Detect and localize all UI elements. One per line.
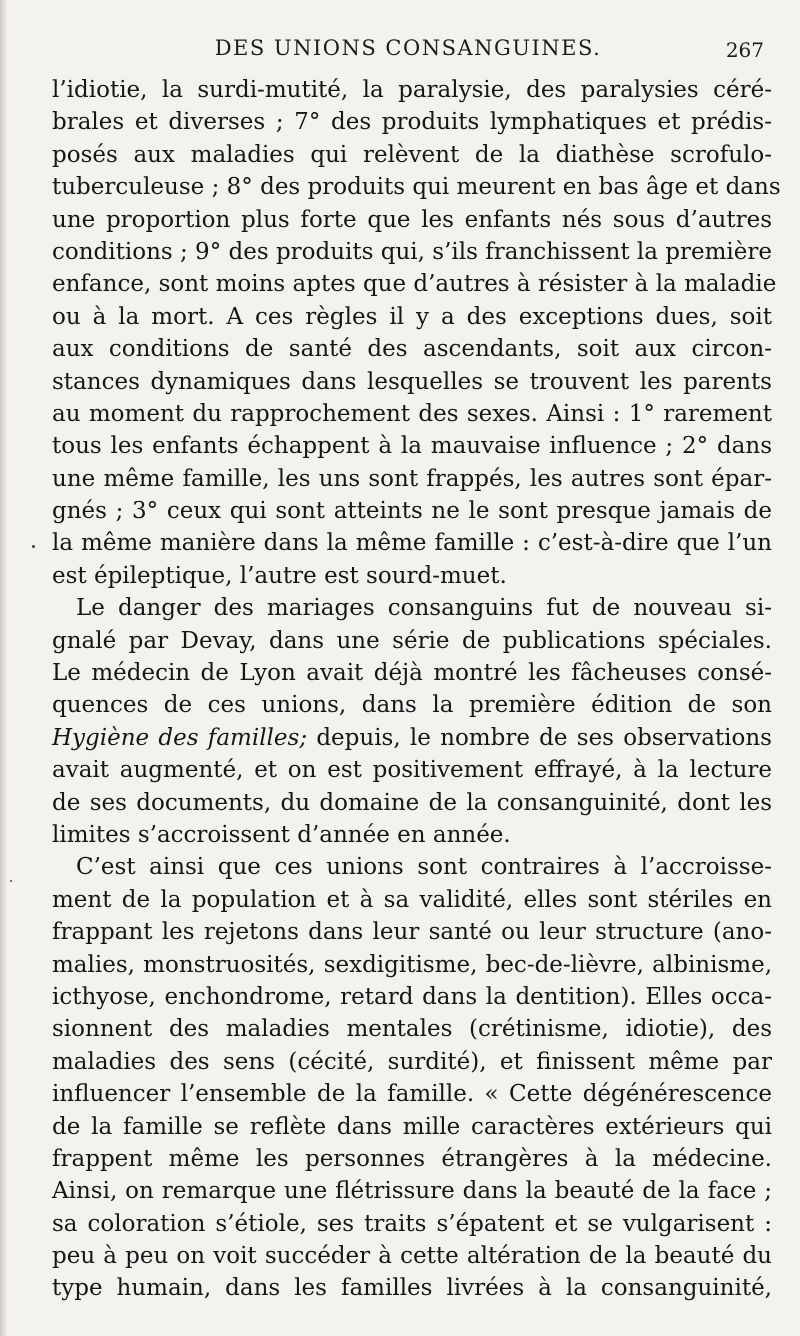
text-line: au moment du rapprochement des sexes. Ainsi : 1° rarement [52,400,772,427]
text-line: quences de ces unions, dans la première édition de son [52,692,772,719]
paragraph-start-line: Le danger des mariages consanguins fut de nouveau si- [76,595,772,622]
text-line: enfance, sont moins aptes que d’autres à résister à la maladie [52,271,777,298]
body-text [52,74,781,1305]
text-line: Ainsi, on remarque une flétrissure dans la beauté de la face ; [52,1178,772,1205]
text-line: sionnent des maladies mentales (crétinisme, idiotie), des [52,1016,772,1043]
text-line: ou à la mort. A ces règles il y a des exceptions dues, soit [52,303,772,330]
text-line: conditions ; 9° des produits qui, s’ils franchissent la première [52,238,772,265]
running-title: DES UNIONS CONSANGUINES. [214,36,602,60]
text-line: sa coloration s’étiole, ses traits s’épatent et se vulgarisent : [52,1210,772,1237]
page-edge [0,0,8,1336]
text-line: avait augmenté, et on est positivement effrayé, à la lecture [52,757,772,784]
paragraph-end-line: est épileptique, l’autre est sourd-muet. [52,562,507,589]
text-line: tuberculeuse ; 8° des produits qui meurent en bas âge et dans [52,174,781,201]
paragraph-start-line: C’est ainsi que ces unions sont contraires à l’accroisse- [76,854,772,881]
text-line: brales et diverses ; 7° des produits lymphatiques et prédis- [52,109,772,136]
text-line: peu à peu on voit succéder à cette altération de la beauté du [52,1243,772,1270]
print-speck [32,545,35,548]
text-line: ment de la population et à sa validité, elles sont stériles en [52,886,772,913]
text-line-with-italic-title [52,722,772,754]
text-line: stances dynamiques dans lesquelles se trouvent les parents [52,368,772,395]
text-line: influencer l’ensemble de la famille. « Cette dégénérescence [52,1081,772,1108]
text-line: une même famille, les uns sont frappés, les autres sont épar- [52,465,772,492]
print-speck [10,880,12,882]
text-line: aux conditions de santé des ascendants, soit aux circon- [52,336,772,363]
text-line: la même manière dans la même famille : c’est-à-dire que l’un [52,530,772,557]
page-header [52,28,764,68]
text-line: tous les enfants échappent à la mauvaise influence ; 2° dans [52,433,772,460]
text-line: icthyose, enchondrome, retard dans la dentition). Elles occa- [52,983,772,1010]
paragraph-end-line: limites s’accroissent d’année en année. [52,821,511,848]
text-line: de ses documents, du domaine de la consanguinité, dont les [52,789,772,816]
text-line: de la famille se reflète dans mille caractères extérieurs qui [52,1113,772,1140]
text-fragment: depuis, le nombre de ses observations [307,724,772,751]
text-line: maladies des sens (cécité, surdité), et finissent même par [52,1048,772,1075]
book-title-italic: Hygiène des familles; [52,724,308,751]
text-line: Le médecin de Lyon avait déjà montré les fâcheuses consé- [52,660,772,687]
text-line: malies, monstruosités, sexdigitisme, bec-de-lièvre, albinisme, [52,951,772,978]
text-line: l’idiotie, la surdi-mutité, la paralysie, des paralysies céré- [52,77,772,103]
text-line: frappant les rejetons dans leur santé ou leur structure (ano- [52,919,772,946]
text-line: gnalé par Devay, dans une série de publications spéciales. [52,627,772,654]
text-line: frappent même les personnes étrangères à la médecine. [52,1145,772,1172]
text-line: type humain, dans les familles livrées à la consanguinité, [52,1275,772,1302]
text-line: posés aux maladies qui relèvent de la diathèse scrofulo- [52,141,772,168]
text-line: une proportion plus forte que les enfants nés sous d’autres [52,206,772,233]
text-line: gnés ; 3° ceux qui sont atteints ne le sont presque jamais de [52,498,772,525]
page-number: 267 [725,38,764,62]
